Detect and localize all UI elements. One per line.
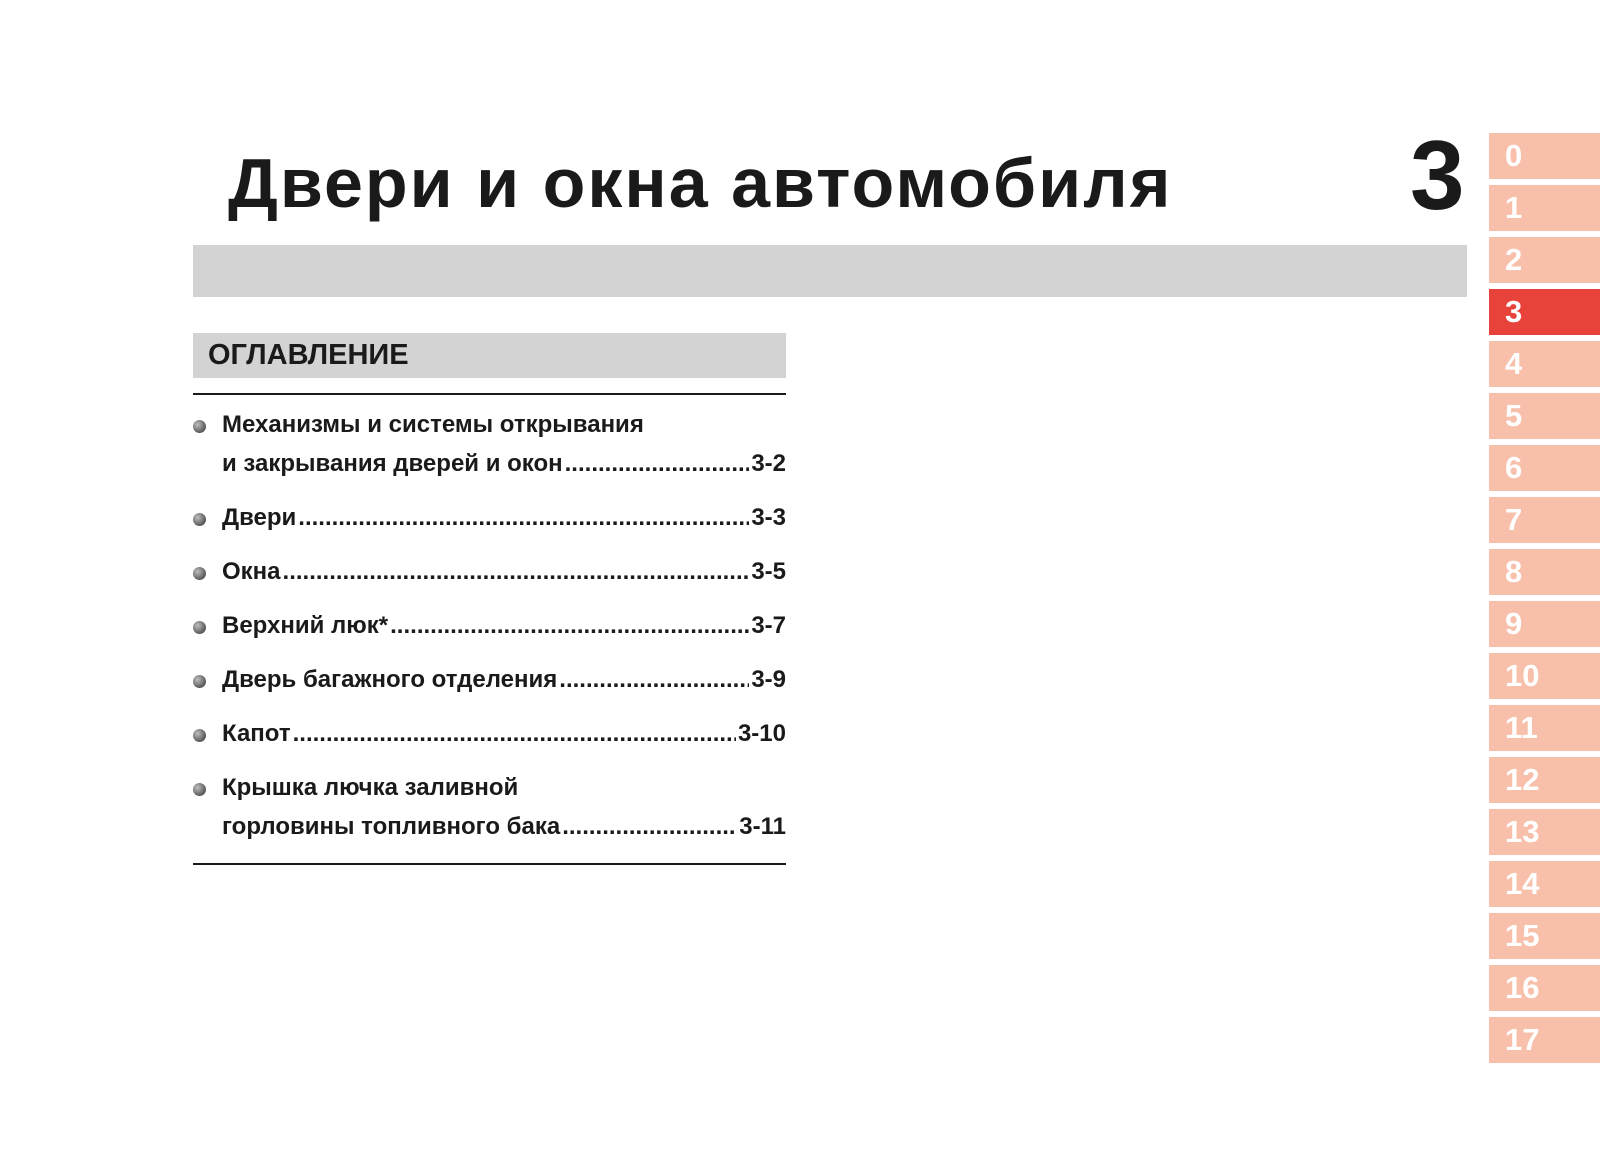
chapter-tab-1[interactable]: 1 — [1489, 185, 1600, 231]
toc-item-text: Крышка лючка заливной — [222, 774, 519, 801]
toc-item[interactable] — [193, 552, 786, 591]
toc-item[interactable] — [193, 660, 786, 699]
chapter-number: 3 — [1410, 120, 1465, 230]
bullet-icon — [193, 783, 206, 796]
toc-divider-top — [193, 393, 786, 395]
toc-item-line — [222, 807, 786, 846]
toc-item[interactable] — [193, 606, 786, 645]
chapter-tab-8[interactable]: 8 — [1489, 549, 1600, 595]
bullet-icon — [193, 420, 206, 433]
dot-leader — [559, 660, 749, 699]
toc-item-page: 3-11 — [739, 813, 786, 840]
toc-divider-bottom — [193, 863, 786, 865]
chapter-tab-12[interactable]: 12 — [1489, 757, 1600, 803]
toc-item-line — [222, 552, 786, 591]
chapter-tab-11[interactable]: 11 — [1489, 705, 1600, 751]
chapter-tab-13[interactable]: 13 — [1489, 809, 1600, 855]
chapter-tab-4[interactable]: 4 — [1489, 341, 1600, 387]
dot-leader — [562, 807, 737, 846]
bullet-icon — [193, 567, 206, 580]
chapter-tab-17[interactable]: 17 — [1489, 1017, 1600, 1063]
bullet-icon — [193, 729, 206, 742]
toc-item-line — [222, 660, 786, 699]
toc-item[interactable] — [193, 714, 786, 753]
toc-item-page: 3-2 — [751, 450, 786, 477]
toc-item-page: 3-3 — [751, 504, 786, 531]
toc-item-line — [222, 714, 786, 753]
chapter-title: Двери и окна автомобиля — [228, 144, 1173, 222]
chapter-tab-7[interactable]: 7 — [1489, 497, 1600, 543]
toc-item-text: Механизмы и системы открывания — [222, 411, 644, 438]
toc-item-line — [222, 606, 786, 645]
toc-item-first-line — [222, 405, 786, 444]
bullet-icon — [193, 621, 206, 634]
chapter-tab-14[interactable]: 14 — [1489, 861, 1600, 907]
toc-item-first-line — [222, 768, 786, 807]
chapter-tabs — [1489, 133, 1600, 1069]
toc-item-label: Двери — [222, 504, 297, 531]
chapter-tab-15[interactable]: 15 — [1489, 913, 1600, 959]
chapter-tab-16[interactable]: 16 — [1489, 965, 1600, 1011]
toc-item[interactable] — [193, 405, 786, 483]
toc-item-label: Окна — [222, 558, 281, 585]
toc-item-line — [222, 498, 786, 537]
bullet-icon — [193, 513, 206, 526]
title-bar — [193, 245, 1467, 297]
chapter-tab-9[interactable]: 9 — [1489, 601, 1600, 647]
toc-list — [193, 405, 786, 861]
chapter-tab-3[interactable]: 3 — [1489, 289, 1600, 335]
toc-item[interactable] — [193, 768, 786, 846]
toc-item-label: Верхний люк* — [222, 612, 389, 639]
toc-item-page: 3-7 — [751, 612, 786, 639]
chapter-tab-5[interactable]: 5 — [1489, 393, 1600, 439]
toc-item[interactable] — [193, 498, 786, 537]
dot-leader — [298, 498, 749, 537]
toc-item-label: Капот — [222, 720, 291, 747]
dot-leader — [293, 714, 736, 753]
toc-item-label: и закрывания дверей и окон — [222, 450, 563, 477]
chapter-tab-0[interactable]: 0 — [1489, 133, 1600, 179]
toc-item-line — [222, 444, 786, 483]
chapter-tab-2[interactable]: 2 — [1489, 237, 1600, 283]
toc-item-page: 3-5 — [751, 558, 786, 585]
toc-item-label: горловины топливного бака — [222, 813, 561, 840]
chapter-tab-10[interactable]: 10 — [1489, 653, 1600, 699]
bullet-icon — [193, 675, 206, 688]
toc-heading: ОГЛАВЛЕНИЕ — [193, 333, 786, 378]
dot-leader — [565, 444, 750, 483]
dot-leader — [390, 606, 749, 645]
toc-item-label: Дверь багажного отделения — [222, 666, 558, 693]
toc-item-page: 3-10 — [737, 720, 786, 747]
chapter-tab-6[interactable]: 6 — [1489, 445, 1600, 491]
toc-item-page: 3-9 — [751, 666, 786, 693]
dot-leader — [283, 552, 750, 591]
